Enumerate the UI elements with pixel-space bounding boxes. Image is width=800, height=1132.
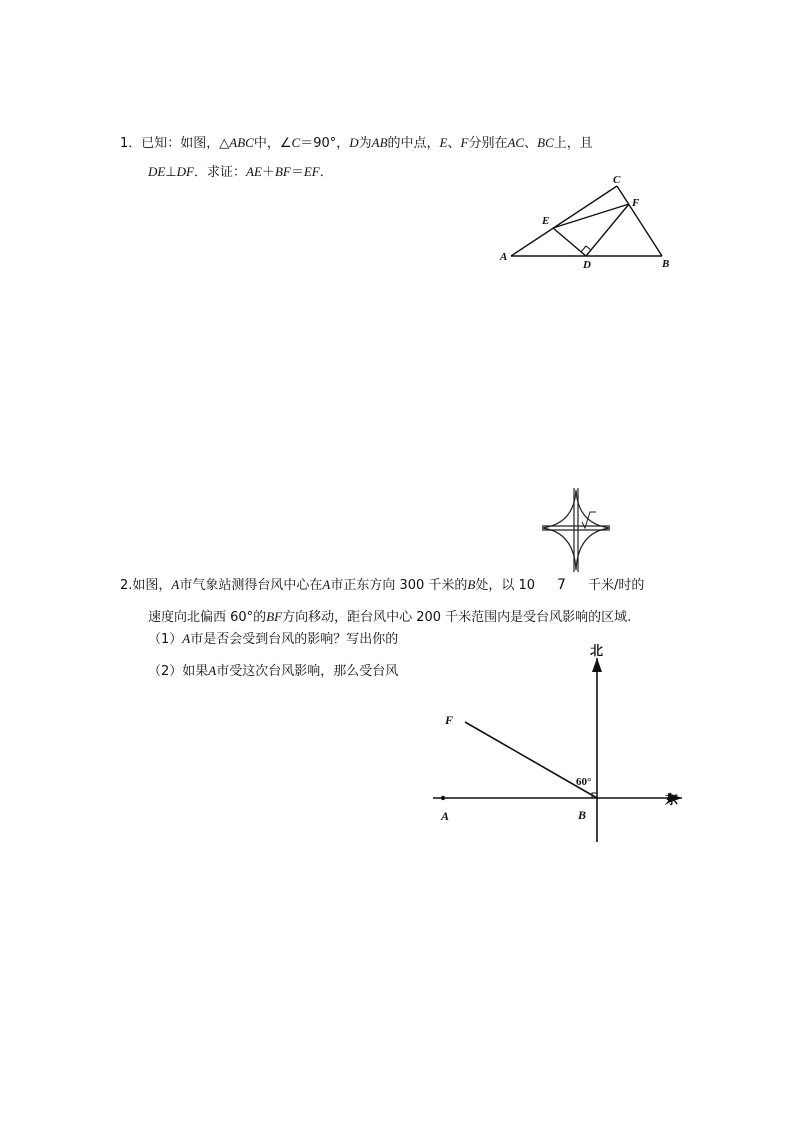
problem1-line2: DE⊥DF．求证：AE＋BF＝EF．: [148, 164, 333, 180]
label-d: D: [583, 259, 591, 271]
label-a: A: [500, 251, 508, 263]
problem2-line2: 速度向北偏西 60°的BF方向移动，距台风中心 200 千米范围内是受台风影响的区域.: [148, 609, 632, 625]
point-a-dot: [441, 796, 445, 800]
north-arrow-icon: [592, 658, 602, 672]
label-b: B: [578, 808, 587, 822]
label-e: E: [542, 215, 550, 227]
problem2-question2: （2）如果A市受这次台风影响，那么受台风: [148, 663, 399, 679]
label-b: B: [662, 258, 670, 270]
label-a: A: [441, 809, 450, 823]
problem2-question1: （1）A市是否会受到台风的影响？写出你的: [148, 631, 399, 647]
problem1-line1: 1．已知：如图，△ABC中，∠C＝90°，D为AB的中点，E、F分别在AC、BC上，且: [120, 135, 593, 151]
label-east: 东: [665, 793, 679, 808]
label-angle: 60°: [576, 776, 592, 788]
problem2-line1: 2.如图，A市气象站测得台风中心在A市正东方向 300 千米的B处，以 10 7 千米/时的: [120, 577, 645, 593]
label-north: 北: [590, 644, 604, 659]
problem1-number: 1．: [120, 136, 142, 151]
label-c: C: [613, 174, 621, 186]
label-f: F: [632, 197, 640, 209]
label-f: F: [445, 713, 454, 727]
